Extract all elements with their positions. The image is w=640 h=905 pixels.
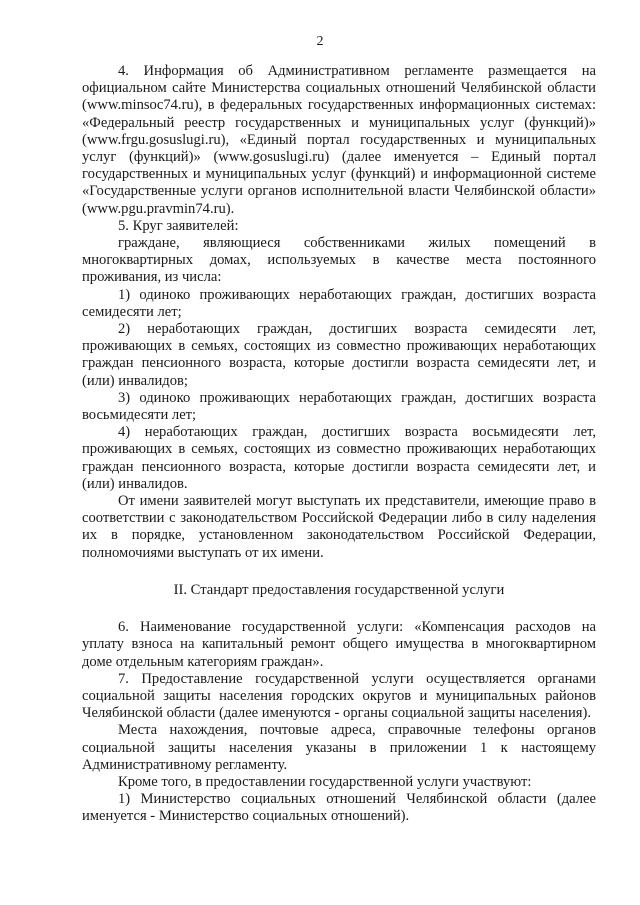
participant-item-1: 1) Министерство социальных отношений Челябинской области (далее именуется - Министерство социальных отношений).: [82, 791, 596, 825]
paragraph-item-4: 4. Информация об Административном регламенте размещается на официальном сайте Министерства социальных отношений Челябинской области (www.minsoc74.ru), в федеральных государственных информационных системах: «Федеральный реестр государственных и муниципальных услуг (функций)» (www.frgu.gosuslugi.ru), «Единый портал государственных и муниципальных услуг (функций)» (www.gosuslugi.ru) (далее именуется – Единый портал государственных и муниципальных услуг (функций) и информационной системе «Государственные услуги органов исполнительной власти Челябинской области» (www.pgu.pravmin74.ru).: [82, 63, 596, 217]
paragraph-applicants: граждане, являющиеся собственниками жилых помещений в многоквартирных домах, используемых в качестве места постоянного проживания, из числа:: [82, 235, 596, 286]
list-item-4: 4) неработающих граждан, достигших возраста восьмидесяти лет, проживающих в семьях, состоящих из совместно проживающих неработающих граждан пенсионного возраста, которые достигли возраста семидесяти лет, и (или) инвалидов.: [82, 424, 596, 492]
paragraph-locations: Места нахождения, почтовые адреса, справочные телефоны органов социальной защиты населения указаны в приложении 1 к настоящему Административному регламенту.: [82, 722, 596, 773]
list-item-2: 2) неработающих граждан, достигших возраста семидесяти лет, проживающих в семьях, состоящих из совместно проживающих неработающих граждан пенсионного возраста, которые достигли возраста семидесяти лет, и (или) инвалидов;: [82, 321, 596, 389]
document-body: [82, 63, 596, 826]
paragraph-item-5: 5. Круг заявителей:: [118, 217, 239, 234]
section-heading: II. Стандарт предоставления государственной услуги: [173, 581, 505, 598]
paragraph-representatives: От имени заявителей могут выступать их представители, имеющие право в соответствии с законодательством Российской Федерации либо в силу наделения их в порядке, установленном законодательством Российской Федерации, полномочиями выступать от их имени.: [82, 493, 596, 561]
paragraph-participants: Кроме того, в предоставлении государственной услуги участвуют:: [118, 773, 532, 790]
paragraph-item-6: 6. Наименование государственной услуги: «Компенсация расходов на уплату взноса на капитальный ремонт общего имущества в многоквартирном доме отдельным категориям граждан».: [82, 619, 596, 670]
paragraph-item-7: 7. Предоставление государственной услуги осуществляется органами социальной защиты населения городских округов и муниципальных районов Челябинской области (далее именуются - органы социальной защиты населения).: [82, 670, 596, 722]
list-item-1: 1) одиноко проживающих неработающих граждан, достигших возраста семидесяти лет;: [82, 286, 596, 320]
list-item-3: 3) одиноко проживающих неработающих граждан, достигших возраста восьмидесяти лет;: [82, 389, 596, 424]
page-number: 2: [316, 34, 324, 49]
